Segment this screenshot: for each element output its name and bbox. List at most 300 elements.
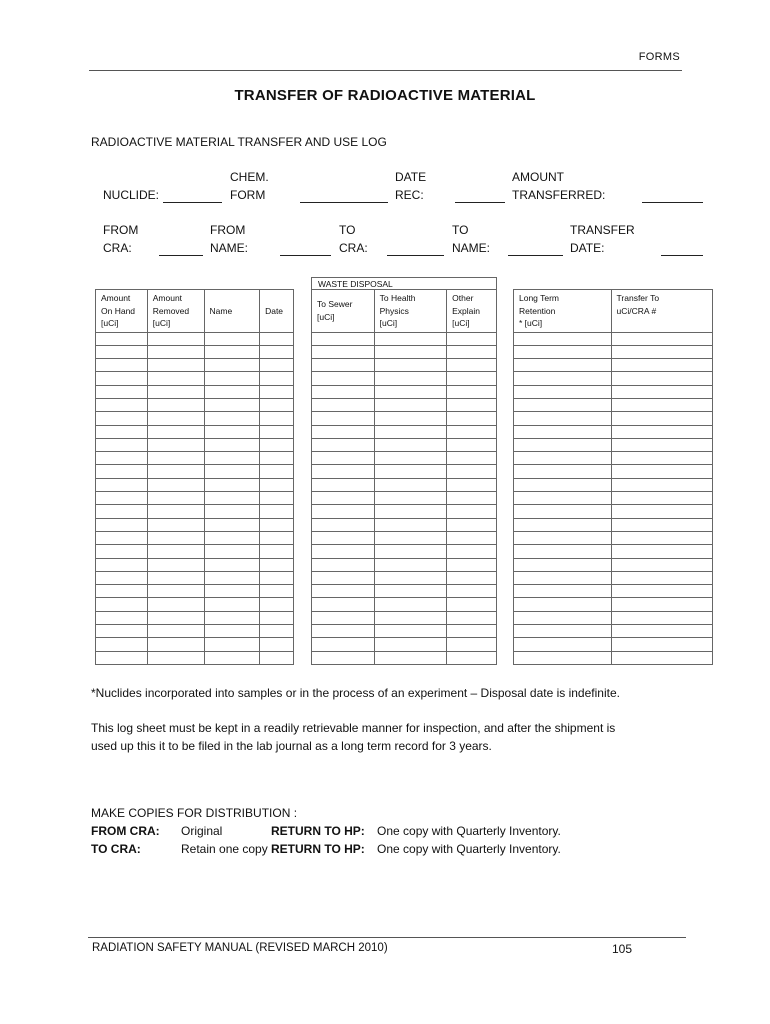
log-cell[interactable] — [374, 625, 447, 638]
log-cell[interactable] — [204, 611, 260, 624]
log-cell[interactable] — [312, 518, 375, 531]
log-cell[interactable] — [611, 531, 712, 544]
log-cell[interactable] — [96, 465, 148, 478]
log-cell[interactable] — [514, 452, 612, 465]
table-row — [514, 571, 713, 584]
log-cell[interactable] — [96, 571, 148, 584]
log-cell[interactable] — [514, 598, 612, 611]
log-cell[interactable] — [204, 398, 260, 411]
to-cra-field[interactable] — [387, 255, 444, 256]
table-row — [514, 452, 713, 465]
log-cell[interactable] — [447, 571, 497, 584]
transfer-date-label-2: DATE: — [570, 241, 605, 255]
log-cell[interactable] — [514, 585, 612, 598]
log-cell[interactable] — [374, 611, 447, 624]
log-cell[interactable] — [447, 465, 497, 478]
dist-from-cra-label: FROM CRA: — [91, 824, 160, 838]
log-cell[interactable] — [204, 359, 260, 372]
log-cell[interactable] — [312, 651, 375, 664]
log-cell[interactable] — [96, 372, 148, 385]
table-row — [96, 585, 294, 598]
log-cell[interactable] — [611, 638, 712, 651]
log-cell[interactable] — [514, 611, 612, 624]
log-cell[interactable] — [514, 332, 612, 345]
log-cell[interactable] — [96, 345, 148, 358]
table-row — [514, 385, 713, 398]
chem-form-label-1: CHEM. — [230, 170, 269, 184]
log-cell[interactable] — [611, 332, 712, 345]
log-cell[interactable] — [312, 585, 375, 598]
log-cell[interactable] — [312, 625, 375, 638]
log-cell[interactable] — [312, 438, 375, 451]
log-cell[interactable] — [514, 398, 612, 411]
dist-from-cra-action: Original — [181, 824, 223, 838]
log-cell[interactable] — [374, 425, 447, 438]
log-cell[interactable] — [447, 478, 497, 491]
table-row — [96, 345, 294, 358]
log-cell[interactable] — [611, 492, 712, 505]
log-cell[interactable] — [447, 385, 497, 398]
log-cell[interactable] — [147, 492, 204, 505]
log-cell[interactable] — [611, 359, 712, 372]
log-cell[interactable] — [611, 478, 712, 491]
log-cell[interactable] — [260, 425, 294, 438]
table-row — [96, 385, 294, 398]
log-cell[interactable] — [447, 332, 497, 345]
log-cell[interactable] — [611, 465, 712, 478]
table-row — [514, 372, 713, 385]
log-cell[interactable] — [204, 531, 260, 544]
log-cell[interactable] — [447, 611, 497, 624]
log-cell[interactable] — [312, 478, 375, 491]
nuclide-field[interactable] — [163, 202, 222, 203]
log-cell[interactable] — [447, 425, 497, 438]
log-cell[interactable] — [96, 558, 148, 571]
table-row — [514, 438, 713, 451]
from-name-label-2: NAME: — [210, 241, 249, 255]
col-long-term-retention: Long Term Retention * [uCi] — [514, 290, 612, 333]
table-row — [514, 558, 713, 571]
log-cell[interactable] — [260, 345, 294, 358]
log-cell[interactable] — [374, 452, 447, 465]
log-cell[interactable] — [514, 558, 612, 571]
log-cell[interactable] — [447, 545, 497, 558]
log-cell[interactable] — [96, 438, 148, 451]
log-cell[interactable] — [147, 465, 204, 478]
table-row — [96, 651, 294, 664]
log-cell[interactable] — [611, 518, 712, 531]
table-row — [514, 625, 713, 638]
table-row — [312, 505, 497, 518]
log-cell[interactable] — [96, 412, 148, 425]
log-cell[interactable] — [374, 518, 447, 531]
log-cell[interactable] — [312, 531, 375, 544]
log-cell[interactable] — [374, 412, 447, 425]
dist-to-cra-note: One copy with Quarterly Inventory. — [377, 842, 561, 856]
log-cell[interactable] — [447, 625, 497, 638]
log-cell[interactable] — [374, 359, 447, 372]
to-name-label-1: TO — [452, 223, 469, 237]
log-cell[interactable] — [260, 638, 294, 651]
log-cell[interactable] — [260, 492, 294, 505]
log-cell[interactable] — [374, 558, 447, 571]
table-row — [514, 359, 713, 372]
log-cell[interactable] — [447, 585, 497, 598]
log-cell[interactable] — [374, 332, 447, 345]
log-cell[interactable] — [260, 465, 294, 478]
log-cell[interactable] — [374, 438, 447, 451]
log-cell[interactable] — [147, 545, 204, 558]
log-cell[interactable] — [514, 385, 612, 398]
log-cell[interactable] — [204, 651, 260, 664]
table-row — [96, 625, 294, 638]
log-cell[interactable] — [447, 398, 497, 411]
table-row — [96, 638, 294, 651]
log-cell[interactable] — [204, 545, 260, 558]
footer-manual-title: RADIATION SAFETY MANUAL (REVISED MARCH 2010) — [92, 942, 388, 954]
log-cell[interactable] — [447, 345, 497, 358]
log-cell[interactable] — [312, 412, 375, 425]
log-cell[interactable] — [204, 412, 260, 425]
log-cell[interactable] — [611, 412, 712, 425]
log-cell[interactable] — [312, 611, 375, 624]
log-cell[interactable] — [312, 425, 375, 438]
log-cell[interactable] — [514, 571, 612, 584]
table-row — [312, 452, 497, 465]
log-cell[interactable] — [514, 465, 612, 478]
log-cell[interactable] — [96, 651, 148, 664]
table-row — [96, 571, 294, 584]
log-cell[interactable] — [260, 625, 294, 638]
dist-to-cra-label: TO CRA: — [91, 842, 141, 856]
log-cell[interactable] — [204, 345, 260, 358]
log-cell[interactable] — [374, 505, 447, 518]
log-cell[interactable] — [147, 611, 204, 624]
log-cell[interactable] — [204, 465, 260, 478]
log-cell[interactable] — [96, 452, 148, 465]
log-cell[interactable] — [611, 425, 712, 438]
log-cell[interactable] — [96, 531, 148, 544]
dist-to-cra-action: Retain one copy — [181, 842, 268, 856]
log-cell[interactable] — [260, 505, 294, 518]
log-cell[interactable] — [514, 359, 612, 372]
log-cell[interactable] — [260, 438, 294, 451]
table-row — [312, 638, 497, 651]
log-cell[interactable] — [147, 505, 204, 518]
table-row — [312, 611, 497, 624]
log-cell[interactable] — [147, 332, 204, 345]
table-row — [312, 412, 497, 425]
log-cell[interactable] — [514, 545, 612, 558]
log-cell[interactable] — [96, 425, 148, 438]
amount-label-2: TRANSFERRED: — [512, 188, 606, 202]
table-row — [312, 545, 497, 558]
log-cell[interactable] — [96, 492, 148, 505]
log-cell[interactable] — [514, 412, 612, 425]
table-row — [96, 518, 294, 531]
table-row — [96, 412, 294, 425]
log-cell[interactable] — [147, 598, 204, 611]
log-cell[interactable] — [447, 412, 497, 425]
log-cell[interactable] — [611, 585, 712, 598]
log-cell[interactable] — [447, 638, 497, 651]
table-row — [312, 465, 497, 478]
log-cell[interactable] — [312, 492, 375, 505]
log-cell[interactable] — [447, 359, 497, 372]
log-cell[interactable] — [147, 425, 204, 438]
log-cell[interactable] — [611, 611, 712, 624]
log-cell[interactable] — [312, 398, 375, 411]
log-cell[interactable] — [514, 372, 612, 385]
log-cell[interactable] — [514, 531, 612, 544]
log-cell[interactable] — [374, 345, 447, 358]
transfer-date-field[interactable] — [661, 255, 703, 256]
table-row — [96, 478, 294, 491]
log-cell[interactable] — [96, 478, 148, 491]
log-cell[interactable] — [312, 598, 375, 611]
table-row — [514, 638, 713, 651]
log-cell[interactable] — [312, 638, 375, 651]
log-cell[interactable] — [204, 505, 260, 518]
log-cell[interactable] — [260, 478, 294, 491]
amount-label-1: AMOUNT — [512, 170, 564, 184]
table-row — [514, 585, 713, 598]
log-cell[interactable] — [611, 345, 712, 358]
log-cell[interactable] — [147, 651, 204, 664]
log-cell[interactable] — [611, 651, 712, 664]
log-cell[interactable] — [514, 492, 612, 505]
table-row — [96, 545, 294, 558]
log-cell[interactable] — [312, 545, 375, 558]
dist-from-cra-return: RETURN TO HP: — [271, 824, 365, 838]
log-cell[interactable] — [514, 625, 612, 638]
log-cell[interactable] — [260, 359, 294, 372]
footnote-text: *Nuclides incorporated into samples or in the process of an experiment – Disposal date is indefinite. — [91, 686, 620, 700]
log-cell[interactable] — [204, 625, 260, 638]
log-cell[interactable] — [374, 585, 447, 598]
log-cell[interactable] — [611, 438, 712, 451]
log-cell[interactable] — [514, 345, 612, 358]
log-cell[interactable] — [260, 571, 294, 584]
to-name-field[interactable] — [508, 255, 563, 256]
log-cell[interactable] — [447, 518, 497, 531]
log-cell[interactable] — [514, 425, 612, 438]
log-cell[interactable] — [611, 571, 712, 584]
table-row — [312, 345, 497, 358]
log-cell[interactable] — [374, 478, 447, 491]
log-cell[interactable] — [312, 505, 375, 518]
from-cra-label-1: FROM — [103, 223, 139, 237]
log-cell[interactable] — [147, 452, 204, 465]
table-row — [96, 359, 294, 372]
table-row — [96, 452, 294, 465]
log-cell[interactable] — [374, 398, 447, 411]
log-cell[interactable] — [447, 452, 497, 465]
log-cell[interactable] — [312, 372, 375, 385]
log-cell[interactable] — [96, 585, 148, 598]
col-to-sewer: To Sewer [uCi] — [312, 290, 375, 333]
log-cell[interactable] — [147, 558, 204, 571]
log-cell[interactable] — [204, 372, 260, 385]
log-cell[interactable] — [147, 625, 204, 638]
log-cell[interactable] — [374, 372, 447, 385]
log-cell[interactable] — [312, 558, 375, 571]
log-cell[interactable] — [147, 385, 204, 398]
log-cell[interactable] — [374, 598, 447, 611]
log-cell[interactable] — [260, 518, 294, 531]
log-cell[interactable] — [611, 372, 712, 385]
log-cell[interactable] — [204, 425, 260, 438]
log-cell[interactable] — [611, 398, 712, 411]
log-cell[interactable] — [611, 558, 712, 571]
log-cell[interactable] — [611, 625, 712, 638]
log-cell[interactable] — [260, 531, 294, 544]
log-cell[interactable] — [260, 585, 294, 598]
page-title: TRANSFER OF RADIOACTIVE MATERIAL — [234, 87, 536, 104]
log-cell[interactable] — [260, 398, 294, 411]
log-cell[interactable] — [147, 359, 204, 372]
log-cell[interactable] — [447, 531, 497, 544]
log-cell[interactable] — [260, 611, 294, 624]
log-cell[interactable] — [514, 478, 612, 491]
log-cell[interactable] — [312, 332, 375, 345]
log-cell[interactable] — [147, 372, 204, 385]
log-cell[interactable] — [312, 359, 375, 372]
log-cell[interactable] — [96, 505, 148, 518]
log-cell[interactable] — [96, 398, 148, 411]
log-cell[interactable] — [260, 412, 294, 425]
chem-form-label-2: FORM — [230, 188, 266, 202]
log-cell[interactable] — [204, 452, 260, 465]
log-cell[interactable] — [374, 545, 447, 558]
log-cell[interactable] — [447, 558, 497, 571]
log-cell[interactable] — [374, 465, 447, 478]
log-cell[interactable] — [204, 438, 260, 451]
log-cell[interactable] — [260, 452, 294, 465]
log-cell[interactable] — [312, 345, 375, 358]
log-cell[interactable] — [312, 465, 375, 478]
log-cell[interactable] — [514, 438, 612, 451]
to-cra-label-2: CRA: — [339, 241, 368, 255]
log-cell[interactable] — [260, 651, 294, 664]
log-cell[interactable] — [204, 585, 260, 598]
table-row — [312, 585, 497, 598]
log-cell[interactable] — [204, 492, 260, 505]
from-name-field[interactable] — [280, 255, 331, 256]
log-cell[interactable] — [147, 345, 204, 358]
log-cell[interactable] — [96, 359, 148, 372]
chem-form-field[interactable] — [300, 202, 388, 203]
date-rec-label-1: DATE — [395, 170, 427, 184]
log-cell[interactable] — [147, 412, 204, 425]
log-cell[interactable] — [96, 611, 148, 624]
log-cell[interactable] — [204, 638, 260, 651]
log-cell[interactable] — [514, 505, 612, 518]
log-cell[interactable] — [611, 598, 712, 611]
log-cell[interactable] — [374, 571, 447, 584]
log-cell[interactable] — [204, 571, 260, 584]
table-row — [96, 558, 294, 571]
log-cell[interactable] — [447, 598, 497, 611]
log-cell[interactable] — [611, 505, 712, 518]
log-cell[interactable] — [96, 598, 148, 611]
log-cell[interactable] — [611, 385, 712, 398]
log-cell[interactable] — [260, 558, 294, 571]
date-rec-field[interactable] — [455, 202, 505, 203]
log-cell[interactable] — [611, 545, 712, 558]
footer-rule — [88, 937, 686, 938]
log-cell[interactable] — [374, 492, 447, 505]
date-rec-label-2: REC: — [395, 188, 424, 202]
log-cell[interactable] — [260, 385, 294, 398]
log-cell[interactable] — [374, 651, 447, 664]
log-cell[interactable] — [447, 438, 497, 451]
log-cell[interactable] — [204, 598, 260, 611]
log-cell[interactable] — [447, 505, 497, 518]
to-name-label-2: NAME: — [452, 241, 491, 255]
log-cell[interactable] — [204, 332, 260, 345]
log-cell[interactable] — [96, 625, 148, 638]
log-cell[interactable] — [96, 332, 148, 345]
table-row — [312, 385, 497, 398]
log-cell[interactable] — [514, 638, 612, 651]
log-cell[interactable] — [147, 398, 204, 411]
log-cell[interactable] — [260, 545, 294, 558]
log-cell[interactable] — [147, 438, 204, 451]
log-cell[interactable] — [447, 651, 497, 664]
log-cell[interactable] — [514, 518, 612, 531]
log-cell[interactable] — [204, 558, 260, 571]
log-cell[interactable] — [312, 571, 375, 584]
table-row — [312, 598, 497, 611]
log-cell[interactable] — [147, 571, 204, 584]
col-transfer-to: Transfer To uCi/CRA # — [611, 290, 712, 333]
from-cra-field[interactable] — [159, 255, 203, 256]
log-cell[interactable] — [204, 385, 260, 398]
log-cell[interactable] — [447, 372, 497, 385]
dist-from-cra-note: One copy with Quarterly Inventory. — [377, 824, 561, 838]
log-cell[interactable] — [374, 638, 447, 651]
amount-transferred-field[interactable] — [642, 202, 703, 203]
log-cell[interactable] — [96, 385, 148, 398]
log-cell[interactable] — [96, 545, 148, 558]
log-cell[interactable] — [260, 372, 294, 385]
log-cell[interactable] — [147, 531, 204, 544]
log-cell[interactable] — [96, 518, 148, 531]
log-cell[interactable] — [204, 518, 260, 531]
log-cell[interactable] — [147, 518, 204, 531]
log-cell[interactable] — [96, 638, 148, 651]
col-amount-on-hand: Amount On Hand [uCi] — [96, 290, 148, 333]
table-row — [312, 531, 497, 544]
table-row — [514, 611, 713, 624]
log-cell[interactable] — [204, 478, 260, 491]
table-row — [312, 359, 497, 372]
table-row — [514, 345, 713, 358]
log-cell[interactable] — [147, 638, 204, 651]
log-cell[interactable] — [447, 492, 497, 505]
log-cell[interactable] — [312, 385, 375, 398]
log-cell[interactable] — [147, 585, 204, 598]
log-cell[interactable] — [514, 651, 612, 664]
log-cell[interactable] — [312, 452, 375, 465]
log-cell[interactable] — [374, 531, 447, 544]
log-cell[interactable] — [260, 332, 294, 345]
log-cell[interactable] — [611, 452, 712, 465]
log-cell[interactable] — [374, 385, 447, 398]
log-cell[interactable] — [147, 478, 204, 491]
log-cell[interactable] — [260, 598, 294, 611]
